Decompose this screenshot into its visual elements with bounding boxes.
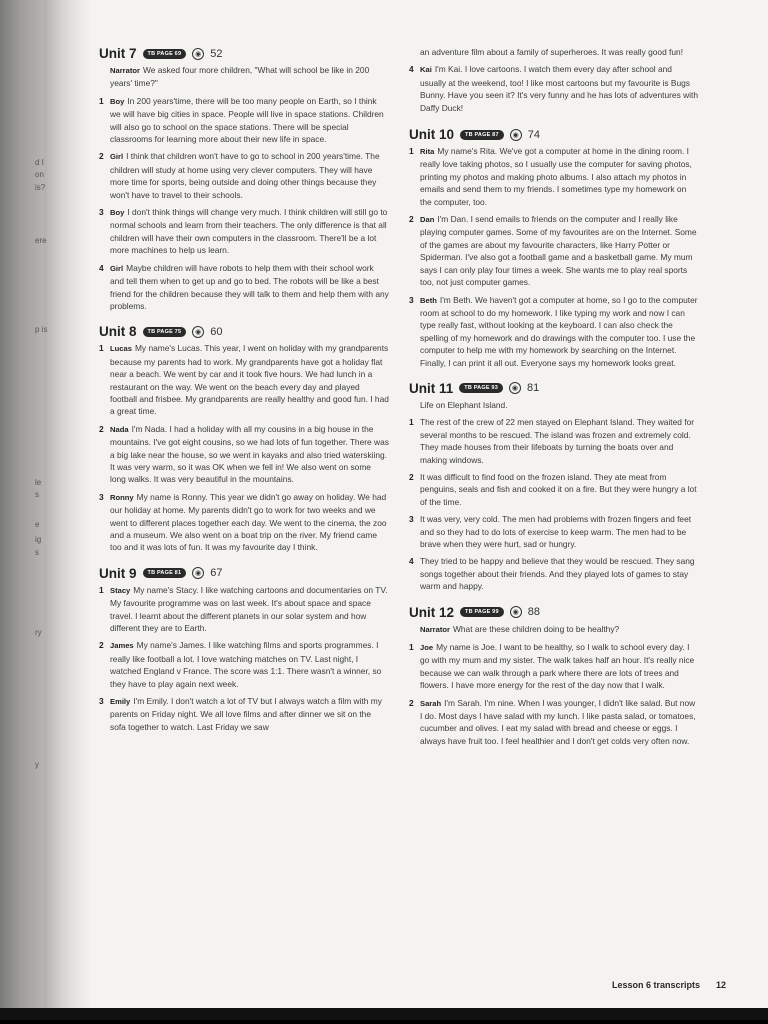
tb-page-badge: TB PAGE 99 bbox=[460, 607, 504, 617]
margin-fragment: ig bbox=[35, 535, 42, 544]
entry-text: I'm Sarah. I'm nine. When I was younger, I didn't like salad. But now I do. Most days I have salad with my lunch. I like pasta salad, or tomatoes, cucumber and olives. I eat my salad with bread and cheese or eggs. I always have fruit too. I feel healthier and I don't get colds very often now. bbox=[420, 697, 696, 746]
unit-header bbox=[99, 324, 389, 339]
track-number: 60 bbox=[210, 325, 223, 338]
transcript-entry bbox=[99, 695, 389, 733]
speaker-label: Rita bbox=[420, 147, 435, 157]
entry-number: 1 bbox=[99, 343, 104, 354]
entry-number: 2 bbox=[99, 640, 104, 651]
entry-text: I'm Dan. I send emails to friends on the computer and I really like playing computer games. Some of my favourites are on the Internet. Some of the games are about my favourite characters, like Harry Potter or Spiderman. I've also got a football game and a basketball game. My mum says I can only play four times a week. She wants me to play real sports too, not just computer games. bbox=[420, 214, 697, 288]
tb-page-badge: TB PAGE 69 bbox=[143, 49, 187, 59]
margin-fragment: is? bbox=[35, 183, 46, 192]
tb-page-badge: TB PAGE 75 bbox=[143, 327, 187, 337]
right-column bbox=[409, 46, 699, 759]
transcript-entry bbox=[409, 513, 699, 550]
transcript-entry bbox=[409, 555, 699, 592]
margin-fragment: d I bbox=[35, 158, 44, 167]
entry-text: My name is Ronny. This year we didn't go away on holiday. We had our holiday at home. My parents didn't go to work for two weeks and we went to different places together each day. We went to the cinema, the zoo and a museum. We also went on a boat trip on the river. My friend came too and it was lots of fun. It was my favourite day I think. bbox=[110, 491, 387, 553]
unit-title: Unit 10 bbox=[409, 127, 455, 143]
margin-fragment: s bbox=[35, 548, 39, 557]
transcript-entry bbox=[409, 641, 699, 692]
transcript-entry bbox=[99, 150, 389, 201]
entry-number: 1 bbox=[409, 417, 414, 428]
entry-text: My name's Stacy. I like watching cartoons and documentaries on TV. My favourite programme was on last week. It's about space and space travel. I learnt about the different planets in our solar system and how different they are to Earth. bbox=[110, 584, 388, 634]
transcript-entry bbox=[99, 491, 389, 554]
entry-text: In 200 years'time, there will be too many people on Earth, so I think we will have big cities in space. People will live in space stations. Children will also go to school on the space stations. There will be special classrooms for learning more about their new life in space. bbox=[110, 95, 384, 145]
entry-text: My name's Lucas. This year, I went on holiday with my grandparents because my parents had to work. My grandparents have got a holiday flat near a beach. We went by car and it took five hours. We had lunch in a restaurant on the way. We went on the beach every day and played football and frisbee. My grandparents are really healthy and good fun. I had a great time. bbox=[110, 343, 389, 417]
entry-number: 1 bbox=[409, 146, 414, 157]
margin-fragment: on bbox=[35, 170, 44, 179]
entry-text: It was difficult to find food on the frozen island. They ate meat from penguins, seals and fish and cooked it on a fire. But they were hungry a lot of the time. bbox=[420, 471, 697, 507]
book-spine-shadow bbox=[44, 0, 92, 1024]
track-number: 88 bbox=[527, 606, 540, 619]
entry-text: I'm Nada. I had a holiday with all my cousins in a big house in the mountains. I've got eight cousins, so we had lots of fun together. There was a big lake near the house, so we went in kayaks and also tried waterskiing. It was very warm, so it was OK when we fell in! We also went on some long walks. It was very beautiful in the mountains. bbox=[110, 423, 389, 485]
audio-cd-icon: ◉ bbox=[192, 326, 204, 338]
unit-11-section bbox=[409, 381, 699, 593]
section-intro: Life on Elephant Island. bbox=[420, 399, 508, 410]
transcript-entry bbox=[409, 697, 699, 748]
entry-number: 2 bbox=[409, 697, 414, 708]
entry-number: 3 bbox=[99, 696, 104, 707]
margin-fragment: ere bbox=[35, 236, 47, 245]
unit-9-section bbox=[99, 566, 389, 733]
transcript-entry bbox=[99, 423, 389, 486]
transcript-entry bbox=[99, 639, 389, 690]
continued-text: an adventure film about a family of superheroes. It was really good fun! bbox=[420, 47, 684, 57]
entry-number: 3 bbox=[99, 207, 104, 218]
entry-text: Maybe children will have robots to help them with their school work and tell them when to get up and go to bed. The robots will be like a best friend for the children because they will talk to them and help them with any problems. bbox=[110, 262, 389, 311]
speaker-label: Boy bbox=[110, 96, 125, 106]
page-footer bbox=[612, 980, 726, 990]
entry-number: 2 bbox=[99, 423, 104, 434]
entry-number: 1 bbox=[99, 584, 104, 595]
transcript-entry bbox=[409, 294, 699, 369]
margin-fragment: s bbox=[35, 490, 39, 499]
facing-page-edge bbox=[0, 0, 44, 1024]
transcript-entry bbox=[99, 262, 389, 313]
transcript-entry bbox=[409, 416, 699, 466]
unit-title: Unit 12 bbox=[409, 604, 455, 620]
speaker-label: Sarah bbox=[420, 698, 442, 708]
speaker-label: Ronny bbox=[110, 492, 134, 502]
transcript-entry bbox=[409, 213, 699, 288]
unit-header bbox=[99, 566, 389, 581]
transcript-entry bbox=[409, 63, 699, 114]
entry-number: 3 bbox=[99, 491, 104, 502]
entry-number: 4 bbox=[409, 556, 414, 567]
track-number: 74 bbox=[527, 128, 540, 141]
speaker-label: Lucas bbox=[110, 344, 132, 354]
margin-fragment: p is bbox=[35, 325, 48, 334]
entry-text: I think that children won't have to go to school in 200 years'time. The children will study at home using very clever computers. They will have more time for sports, being outside and doing other things because they won't have to travel to their schools. bbox=[110, 151, 380, 200]
entry-text: The rest of the crew of 22 men stayed on Elephant Island. They waited for several months to be rescued. The island was frozen and extremely cold. They made houses from their lifeboats by turning the boats over and making windows. bbox=[420, 417, 695, 465]
speaker-label: Narrator bbox=[110, 66, 140, 75]
unit-header bbox=[409, 381, 699, 396]
track-number: 52 bbox=[210, 47, 223, 60]
audio-cd-icon: ◉ bbox=[509, 382, 521, 394]
narrator-intro bbox=[409, 623, 699, 636]
narrator-intro bbox=[99, 64, 389, 90]
intro-text: We asked four more children, "What will school be like in 200 years' time?" bbox=[110, 65, 370, 89]
unit-8-section bbox=[99, 324, 389, 554]
margin-fragment: le bbox=[35, 478, 42, 487]
entry-text: I'm Emily. I don't watch a lot of TV but I always watch a film with my parents on Friday night. We all love films and after dinner we sit on the sofa together to watch. Last Friday we saw bbox=[110, 696, 382, 732]
tb-page-badge: TB PAGE 81 bbox=[143, 568, 187, 578]
intro-text: What are these children doing to be healthy? bbox=[452, 623, 620, 634]
entry-number: 2 bbox=[409, 471, 414, 482]
unit-title: Unit 9 bbox=[99, 565, 137, 581]
entry-text: It was very, very cold. The men had problems with frozen fingers and feet and so they had to do lots of exercise to keep warm. The men had to be brave when they were hurt, sad or hungry. bbox=[420, 514, 692, 549]
transcript-entry bbox=[99, 342, 389, 417]
entry-text: I'm Kai. I love cartoons. I watch them every day after school and usually at the weekend, too! I like most cartoons but my favourite is Bugs Bunny. Have you seen it? It's very funny and he has lots of adventures with Daffy Duck! bbox=[420, 64, 698, 113]
entry-number: 4 bbox=[409, 64, 414, 75]
entry-text: They tried to be happy and believe that they would be rescued. They sang songs together about their friends. And they played lots of games to stay warm and happy. bbox=[420, 556, 695, 592]
unit-header bbox=[409, 605, 699, 620]
track-number: 67 bbox=[210, 567, 223, 580]
speaker-label: James bbox=[110, 641, 134, 651]
unit-title: Unit 8 bbox=[99, 324, 137, 340]
audio-cd-icon: ◉ bbox=[192, 48, 204, 60]
unit-12-section bbox=[409, 605, 699, 748]
track-number: 81 bbox=[526, 382, 540, 395]
audio-cd-icon: ◉ bbox=[510, 606, 522, 618]
entry-text: My name's Rita. We've got a computer at home in the dining room. I really love taking photos, so I usually use the computer for saving photos, printing my photos and making photo albums. I also attach my photos in emails and send them to my friends. I sometimes type my homework on the computer, too. bbox=[420, 146, 692, 207]
speaker-label: Joe bbox=[420, 643, 434, 653]
page-number: 12 bbox=[716, 980, 727, 990]
margin-fragment: y bbox=[35, 760, 39, 769]
entry-number: 1 bbox=[409, 642, 414, 653]
transcript-entry bbox=[99, 206, 389, 257]
transcript-entry bbox=[99, 95, 389, 146]
unit-7-section bbox=[99, 46, 389, 312]
transcript-entry bbox=[409, 471, 699, 508]
speaker-label: Stacy bbox=[110, 585, 131, 595]
entry-text: I'm Beth. We haven't got a computer at home, so I go to the computer room at school to do my homework. I like typing my work and now I can type really fast, without looking at the keyboard. I can also check the spelling of my homework and do drawings with the computer too. I use the computer to help me with my homework by searching on the Internet. Finally, I can print it all out. Everyone says my homework looks great. bbox=[420, 294, 698, 368]
margin-fragment: e bbox=[35, 520, 40, 529]
entry-number: 4 bbox=[99, 262, 104, 273]
unit-header bbox=[409, 127, 699, 142]
speaker-label: Dan bbox=[420, 215, 435, 225]
tb-page-badge: TB PAGE 93 bbox=[459, 383, 503, 393]
tb-page-badge: TB PAGE 87 bbox=[460, 130, 504, 140]
audio-cd-icon: ◉ bbox=[192, 567, 204, 579]
left-column bbox=[99, 46, 389, 745]
unit-title: Unit 11 bbox=[409, 380, 454, 396]
audio-cd-icon: ◉ bbox=[510, 129, 522, 141]
entry-number: 1 bbox=[99, 95, 104, 106]
speaker-label: Beth bbox=[420, 295, 437, 305]
entry-number: 3 bbox=[409, 514, 414, 525]
speaker-label: Boy bbox=[110, 208, 125, 218]
unit-10-section bbox=[409, 127, 699, 369]
entry-number: 2 bbox=[99, 151, 104, 162]
footer-label: Lesson 6 transcripts bbox=[612, 980, 701, 990]
entry-text: My name's James. I like watching films and sports programmes. I really like football a lot. I love watching matches on TV. Last night, I watched England v France. The score was 1:1. There wasn't a winner, so they have to play again next week. bbox=[110, 640, 382, 689]
speaker-label: Kai bbox=[420, 65, 432, 75]
entry-text: My name is Joe. I want to be healthy, so I walk to school every day. I go with my mum and my sister. The walk takes half an hour. It's really nice because we can walk through a park where there are lots of trees and flowers. I have more energy for the rest of the day now that I walk. bbox=[420, 642, 695, 691]
scan-bottom-shadow bbox=[0, 1020, 768, 1024]
entry-number: 2 bbox=[409, 214, 414, 225]
entry-number: 3 bbox=[409, 294, 414, 305]
speaker-label: Girl bbox=[110, 152, 124, 162]
transcript-entry bbox=[409, 145, 699, 208]
speaker-label: Emily bbox=[110, 697, 131, 707]
speaker-label: Girl bbox=[110, 263, 124, 273]
unit-title: Unit 7 bbox=[99, 46, 137, 61]
margin-fragment: ry bbox=[35, 628, 42, 637]
speaker-label: Narrator bbox=[420, 624, 450, 634]
unit-header bbox=[99, 46, 389, 61]
entry-text: I don't think things will change very much. I think children will still go to normal schools and learn from their teachers. The only difference is that all children will have their own computers in the classroom. There'll be a lot more machines to help us learn. bbox=[110, 207, 388, 256]
transcript-entry bbox=[99, 584, 389, 635]
speaker-label: Nada bbox=[110, 424, 129, 434]
